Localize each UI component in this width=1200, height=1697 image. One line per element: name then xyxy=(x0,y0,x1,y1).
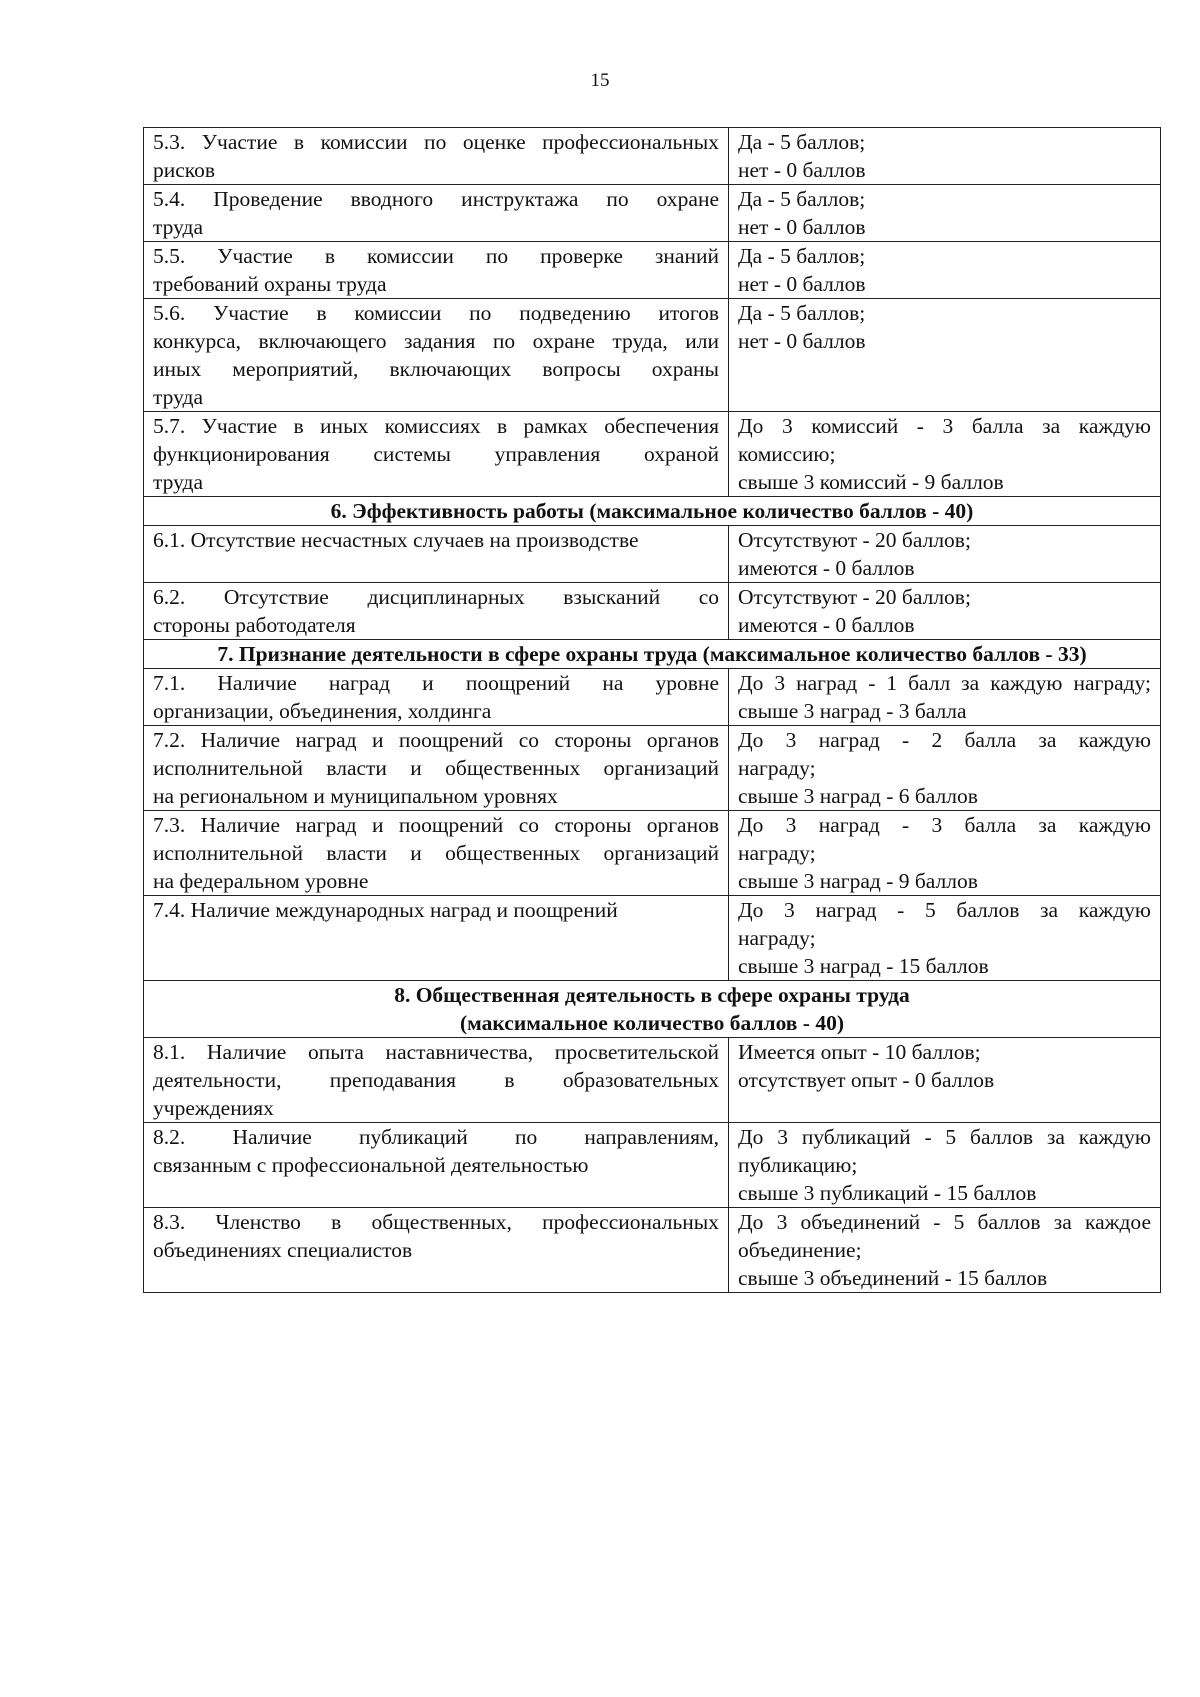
criterion-text-line: 5.7. Участие в иных комиссиях в рамках обеспечения xyxy=(153,414,719,438)
criterion-text-line: деятельности, преподавания в образовательных xyxy=(153,1068,719,1092)
score-text-line: свыше 3 наград - 6 баллов xyxy=(738,784,978,808)
criterion-text-line: иных мероприятий, включающих вопросы охраны xyxy=(153,357,719,381)
criterion-text-line: 6.1. Отсутствие несчастных случаев на производстве xyxy=(153,528,639,552)
score-text-line: свыше 3 наград - 3 балла xyxy=(738,699,967,723)
criterion-text-line: требований охраны труда xyxy=(153,272,387,296)
section-title-line: (максимальное количество баллов - 40) xyxy=(460,1011,844,1035)
criterion-row xyxy=(144,299,1161,412)
score-text-line: нет - 0 баллов xyxy=(738,158,866,182)
score-text-line: Отсутствуют - 20 баллов; xyxy=(738,585,971,609)
score-cell xyxy=(729,896,1161,981)
criterion-cell xyxy=(144,811,729,896)
criterion-cell xyxy=(144,526,729,583)
score-cell xyxy=(729,242,1161,299)
criterion-cell xyxy=(144,1123,729,1208)
score-text-line: нет - 0 баллов xyxy=(738,272,866,296)
criterion-text-line: исполнительной власти и общественных организаций xyxy=(153,841,719,865)
criterion-text-line: объединениях специалистов xyxy=(153,1238,413,1262)
score-text-line: До 3 наград - 5 баллов за каждую xyxy=(738,898,1151,922)
score-text-line: свыше 3 публикаций - 15 баллов xyxy=(738,1181,1037,1205)
criterion-cell xyxy=(144,242,729,299)
score-cell xyxy=(729,185,1161,242)
page-number: 15 xyxy=(590,70,610,91)
criterion-cell xyxy=(144,412,729,497)
criterion-row xyxy=(144,1208,1161,1293)
criterion-cell xyxy=(144,1208,729,1293)
criterion-text-line: организации, объединения, холдинга xyxy=(153,699,492,723)
section-title-line: 6. Эффективность работы (максимальное количество баллов - 40) xyxy=(330,499,974,523)
score-cell xyxy=(729,1038,1161,1123)
section-title xyxy=(144,497,1161,526)
score-text-line: До 3 наград - 1 балл за каждую награду; xyxy=(738,671,1151,695)
score-text-line: нет - 0 баллов xyxy=(738,329,866,353)
score-text-line: свыше 3 комиссий - 9 баллов xyxy=(738,470,1004,494)
section-header-row xyxy=(144,981,1161,1038)
criterion-text-line: 8.1. Наличие опыта наставничества, просветительской xyxy=(153,1040,719,1064)
score-text-line: Да - 5 баллов; xyxy=(738,301,866,325)
score-text-line: награду; xyxy=(738,926,816,950)
score-text-line: До 3 наград - 2 балла за каждую xyxy=(738,728,1151,752)
criterion-cell xyxy=(144,1038,729,1123)
criterion-row xyxy=(144,412,1161,497)
criterion-text-line: 7.2. Наличие наград и поощрений со стороны органов xyxy=(153,728,719,752)
score-cell xyxy=(729,299,1161,412)
section-title-line: 8. Общественная деятельность в сфере охраны труда xyxy=(394,983,910,1007)
criterion-text-line: связанным с профессиональной деятельностью xyxy=(153,1153,589,1177)
criterion-text-line: рисков xyxy=(153,158,216,182)
criterion-row xyxy=(144,1038,1161,1123)
criterion-cell xyxy=(144,669,729,726)
score-cell xyxy=(729,1123,1161,1208)
criterion-row xyxy=(144,526,1161,583)
criterion-row xyxy=(144,583,1161,640)
score-cell xyxy=(729,726,1161,811)
criterion-text-line: 8.2. Наличие публикаций по направлениям, xyxy=(153,1125,719,1149)
criterion-text-line: конкурса, включающего задания по охране труда, или xyxy=(153,329,719,353)
score-cell xyxy=(729,1208,1161,1293)
criterion-text-line: учреждениях xyxy=(153,1096,274,1120)
score-text-line: объединение; xyxy=(738,1238,862,1262)
criterion-cell xyxy=(144,299,729,412)
criterion-text-line: функционирования системы управления охраной xyxy=(153,442,719,466)
criterion-row xyxy=(144,669,1161,726)
criterion-text-line: 5.3. Участие в комиссии по оценке профессиональных xyxy=(153,130,719,154)
score-cell xyxy=(729,583,1161,640)
score-text-line: Имеется опыт - 10 баллов; xyxy=(738,1040,981,1064)
criterion-cell xyxy=(144,896,729,981)
score-cell xyxy=(729,669,1161,726)
score-text-line: Да - 5 баллов; xyxy=(738,244,866,268)
criterion-row xyxy=(144,185,1161,242)
score-text-line: имеются - 0 баллов xyxy=(738,613,915,637)
score-text-line: публикацию; xyxy=(738,1153,858,1177)
criterion-cell xyxy=(144,583,729,640)
score-text-line: До 3 объединений - 5 баллов за каждое xyxy=(738,1210,1151,1234)
score-text-line: До 3 наград - 3 балла за каждую xyxy=(738,813,1151,837)
criterion-text-line: на федеральном уровне xyxy=(153,869,369,893)
criterion-text-line: 7.1. Наличие наград и поощрений на уровне xyxy=(153,671,719,695)
criterion-text-line: стороны работодателя xyxy=(153,613,356,637)
score-text-line: награду; xyxy=(738,756,816,780)
criterion-row xyxy=(144,811,1161,896)
criterion-row xyxy=(144,1123,1161,1208)
score-text-line: До 3 комиссий - 3 балла за каждую xyxy=(738,414,1151,438)
score-cell xyxy=(729,811,1161,896)
score-text-line: свыше 3 объединений - 15 баллов xyxy=(738,1266,1048,1290)
score-text-line: Да - 5 баллов; xyxy=(738,187,866,211)
section-title xyxy=(144,981,1161,1038)
criterion-row xyxy=(144,726,1161,811)
score-text-line: До 3 публикаций - 5 баллов за каждую xyxy=(738,1125,1151,1149)
criterion-text-line: труда xyxy=(153,385,204,409)
criterion-text-line: труда xyxy=(153,215,204,239)
criterion-text-line: 6.2. Отсутствие дисциплинарных взысканий со xyxy=(153,585,719,609)
criterion-cell xyxy=(144,185,729,242)
score-text-line: комиссию; xyxy=(738,442,836,466)
criterion-row xyxy=(144,128,1161,185)
criterion-cell xyxy=(144,128,729,185)
score-text-line: имеются - 0 баллов xyxy=(738,556,915,580)
section-header-row xyxy=(144,497,1161,526)
score-text-line: отсутствует опыт - 0 баллов xyxy=(738,1068,995,1092)
score-text-line: Отсутствуют - 20 баллов; xyxy=(738,528,971,552)
criterion-text-line: 5.6. Участие в комиссии по подведению итогов xyxy=(153,301,719,325)
criterion-cell xyxy=(144,726,729,811)
criterion-text-line: на региональном и муниципальном уровнях xyxy=(153,784,558,808)
criterion-row xyxy=(144,242,1161,299)
score-text-line: награду; xyxy=(738,841,816,865)
criterion-text-line: 5.5. Участие в комиссии по проверке знаний xyxy=(153,244,719,268)
criterion-text-line: 7.4. Наличие международных наград и поощрений xyxy=(153,898,618,922)
score-cell xyxy=(729,526,1161,583)
section-title-line: 7. Признание деятельности в сфере охраны труда (максимальное количество баллов - 33) xyxy=(217,642,1087,666)
criterion-text-line: исполнительной власти и общественных организаций xyxy=(153,756,719,780)
criteria-table-body xyxy=(144,128,1161,1293)
section-title xyxy=(144,640,1161,669)
score-text-line: нет - 0 баллов xyxy=(738,215,866,239)
score-text-line: Да - 5 баллов; xyxy=(738,130,866,154)
score-cell xyxy=(729,412,1161,497)
criterion-text-line: 8.3. Членство в общественных, профессиональных xyxy=(153,1210,719,1234)
section-header-row xyxy=(144,640,1161,669)
criterion-row xyxy=(144,896,1161,981)
criteria-table xyxy=(143,127,1161,1293)
criterion-text-line: труда xyxy=(153,470,204,494)
score-text-line: свыше 3 наград - 9 баллов xyxy=(738,869,978,893)
criterion-text-line: 5.4. Проведение вводного инструктажа по охране xyxy=(153,187,719,211)
criterion-text-line: 7.3. Наличие наград и поощрений со стороны органов xyxy=(153,813,719,837)
score-text-line: свыше 3 наград - 15 баллов xyxy=(738,954,989,978)
score-cell xyxy=(729,128,1161,185)
